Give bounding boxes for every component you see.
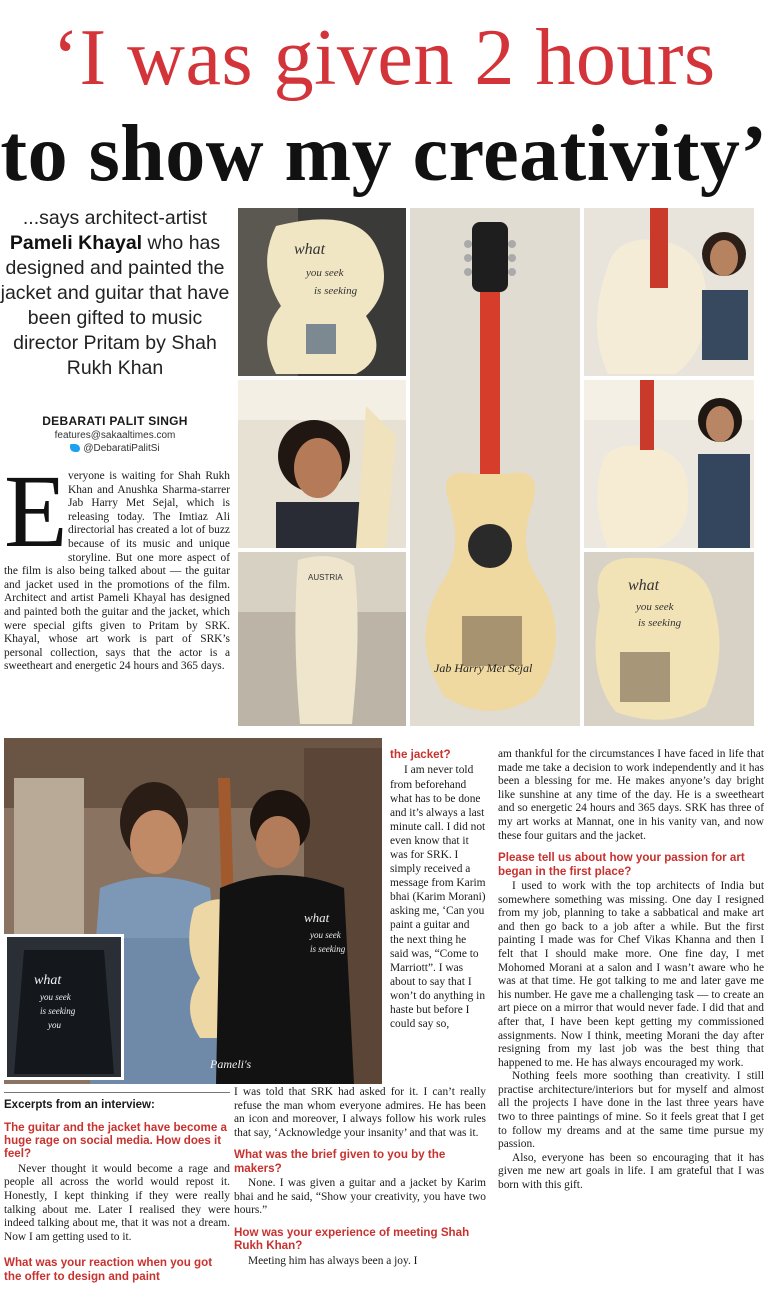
photo-guitar-closeup xyxy=(238,208,406,376)
byline-author: DEBARATI PALIT SINGH xyxy=(42,414,188,428)
drop-cap: E xyxy=(4,454,68,569)
svg-text:is seeking: is seeking xyxy=(314,285,358,297)
interview-column-1 xyxy=(4,1092,230,1285)
question-2-continued: the jacket? xyxy=(390,748,451,761)
deck-rest: who has designed and painted the jacket and guitar that have been gifted to music director Pritam by Shah Rukh Khan xyxy=(0,232,230,379)
answer-4-continued: am thankful for the circumstances I have faced in life that made me take a decision to work independently and it has been a blessing for me. He makes anyone’s day bright like sunshine at any time of the day. He is a sweetheart and so energetic 24 hours and 365 days. SRK has three of my art works at Mannat, one in his vanity van, and now these four guitars and the jacket. xyxy=(498,748,764,842)
answer-4-start: Meeting him has always been a joy. I xyxy=(248,1254,418,1267)
answer-5-part-1: I used to work with the top architects of India but somewhere something was missing. One day I resigned from my job, planning to take a sabbatical and make art and then go back to a job after a while. But the first painting I made was for Chef Vikas Khanna and then I felt that I should make more. One fine day, I met Mohomed Morani at a salon and I wasn’t aware who he was at that time. He got talking to me and later gave me his number. He gave me a challenging task — to create an art piece on a mirror that would never fade. I did that and after that, I have been kept getting my commissioned assignments. Now I think, meeting Morani the day after resigning from my last job was the best thing that happened to me. He has always encouraged my work. xyxy=(498,879,764,1069)
photo-artist-selfie xyxy=(238,380,406,548)
svg-text:what: what xyxy=(304,910,330,925)
lede-text: veryone is waiting for Shah Rukh Khan and Anushka Sharma-starrer Jab Harry Met Sejal, which is releasing today. The Imtiaz Ali directorial has created a lot of buzz because of its music and unique storyline. But one more aspect of the film is also being talked about — the guitar and jacket used in the promotions of the film. Architect and artist Pameli Khayal has designed and painted both the guitar and the jacket, which were special gifts given to Pritam by SRK. Khayal, whose art work is part of SRK’s personal collection, says that the actor is a sweetheart and energetic 24 hours and 365 days. xyxy=(4,470,230,673)
photo-full-guitar xyxy=(410,208,580,726)
svg-text:what: what xyxy=(34,973,62,988)
svg-text:you seek: you seek xyxy=(306,267,344,279)
photo-guitar-side xyxy=(238,552,406,726)
answer-5-part-3: Also, everyone has been so encouraging that it has given me new art goals in life. I am grateful that I was born with this gift. xyxy=(498,1151,764,1192)
answer-5-part-2: Nothing feels more soothing than creativity. I still practise architecture/interiors but for myself and almost all the projects I have done in the last three years have two to three paintings of mine. So it feels great that I get to follow my dreams and at the same time pursue my passion. xyxy=(498,1070,764,1151)
svg-text:you seek: you seek xyxy=(636,601,674,613)
answer-2-continued: I was told that SRK had asked for it. I can’t really refuse the man whom everyone admires. He has been an icon and moreover, I always follow his work rules that say, ‘Acknowledge your insanity’ and that was it. xyxy=(234,1086,486,1139)
question-3: What was the brief given to you by the makers? xyxy=(234,1148,446,1175)
question-4: How was your experience of meeting Shah Rukh Khan? xyxy=(234,1225,470,1253)
svg-text:what: what xyxy=(294,241,326,258)
deck xyxy=(0,206,230,381)
divider xyxy=(4,1092,230,1093)
svg-text:is seeking: is seeking xyxy=(40,1006,76,1016)
svg-text:is seeking: is seeking xyxy=(310,944,346,954)
lede-paragraph xyxy=(4,454,230,674)
interview-column-3 xyxy=(498,748,764,1193)
interview-column-2-narrow xyxy=(390,748,486,1031)
photo-credit: Pameli's xyxy=(210,1057,252,1071)
svg-text:you seek: you seek xyxy=(310,930,341,940)
question-2: What was your reaction when you got the offer to design and paint xyxy=(4,1256,213,1283)
answer-2-start: I am never told from beforehand what has to be done and it’s always a last minute call. I did not even know that it was for SRK. I simply received a message from Karim bhai (Karim Morani) asking me, ‘Can you paint a guitar and the next thing he said was, “Come to Marriott”. I was about to say that I won’t do anything in haste but before I could say so, xyxy=(390,764,486,1031)
svg-text:what: what xyxy=(628,577,660,594)
question-1: The guitar and the jacket have become a huge rage on social media. How does it feel? xyxy=(4,1120,227,1161)
svg-text:you seek: you seek xyxy=(40,992,71,1002)
byline-email: features@sakaaltimes.com xyxy=(54,430,176,441)
svg-text:is seeking: is seeking xyxy=(638,617,682,629)
svg-text:you: you xyxy=(48,1020,61,1030)
excerpts-label: Excerpts from an interview: xyxy=(4,1099,155,1111)
answer-3: None. I was given a guitar and a jacket by Karim bhai and he said, “Show your creativity, you have two hours.” xyxy=(234,1177,486,1217)
byline-twitter xyxy=(0,443,230,454)
photo-artist-with-guitar-2 xyxy=(584,380,754,548)
photo-artist-with-guitar-1 xyxy=(584,208,754,376)
headline-line-1: ‘I was given 2 hours xyxy=(52,14,716,102)
byline-twitter-handle: @DebaratiPalitSi xyxy=(83,443,160,454)
question-5: Please tell us about how your passion for art began in the first place? xyxy=(498,851,745,878)
guitar-photo-collage xyxy=(236,206,756,728)
twitter-icon xyxy=(70,444,80,452)
headline-line-2: to show my creativity’ xyxy=(0,110,768,198)
deck-artist-name: Pameli Khayal xyxy=(9,232,143,254)
interview-column-2-wide xyxy=(234,1086,486,1268)
photo-guitar-front xyxy=(584,552,754,726)
guitar-signature: Jab Harry Met Sejal xyxy=(434,661,533,675)
deck-intro: ...says architect-artist xyxy=(22,207,208,229)
srk-with-artist-photo xyxy=(4,738,382,1084)
byline xyxy=(0,414,230,454)
guitar-corner-label: AUSTRIA xyxy=(308,573,343,582)
photo-inset-jacket xyxy=(4,934,124,1080)
answer-1: Never thought it would become a rage and people all across the world would repost it. Honestly, I kept thinking if they were really talking about me. Later I realised they were indeed talking about me, that it was not a dream. Now I am getting used to it. xyxy=(4,1162,230,1243)
